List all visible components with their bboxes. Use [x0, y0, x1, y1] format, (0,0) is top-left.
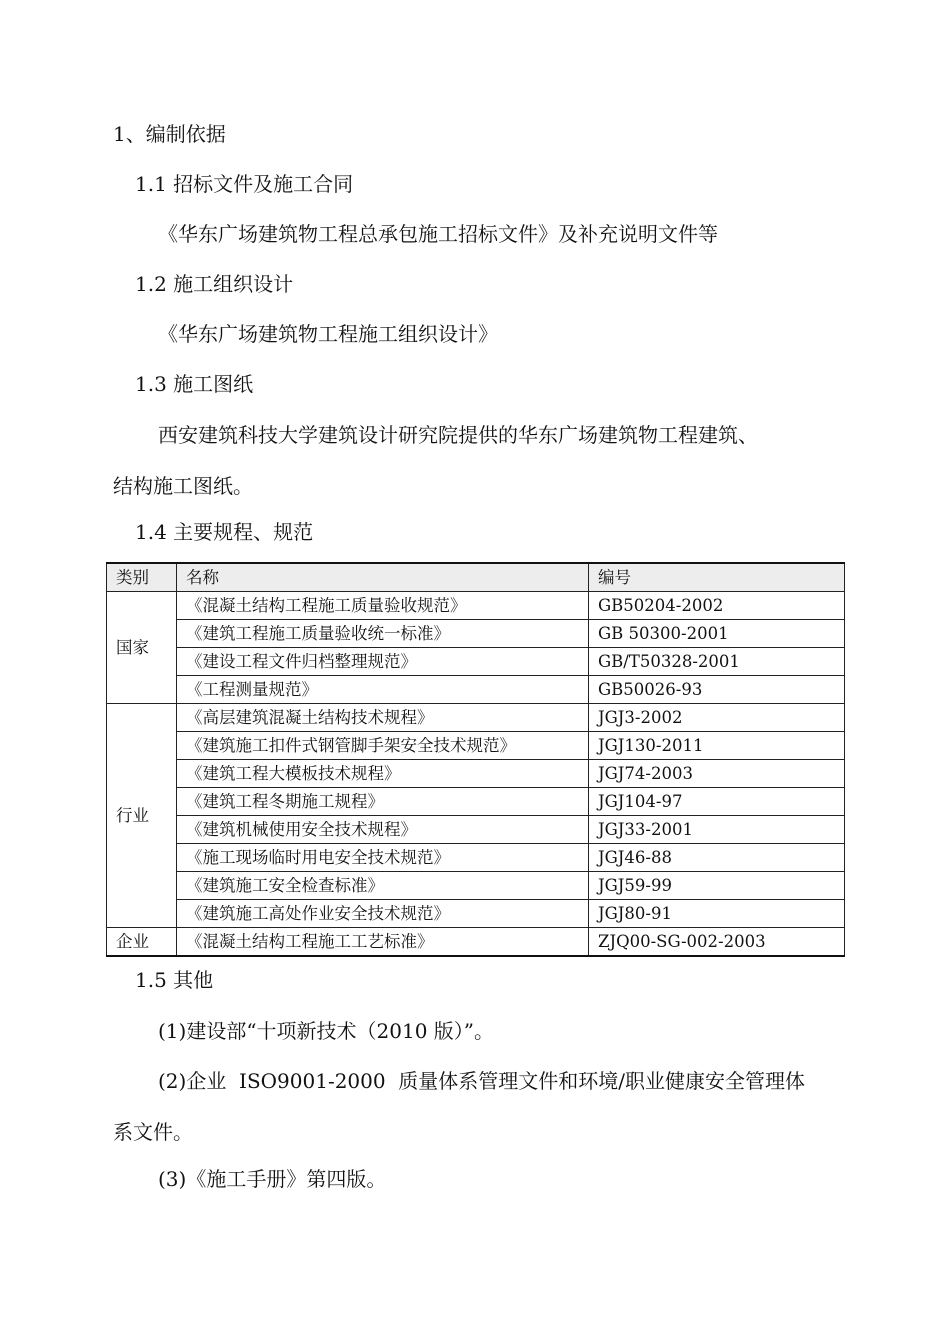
subsection-1-2-title: 1.2 施工组织设计 — [135, 272, 294, 296]
category-cell: 企业 — [107, 928, 177, 957]
category-cell: 行业 — [107, 704, 177, 928]
subsection-1-4-title: 1.4 主要规程、规范 — [135, 520, 314, 544]
other-item-3: (3)《施工手册》第四版。 — [158, 1167, 387, 1191]
header-code: 编号 — [589, 563, 845, 592]
standard-name: 《建筑机械使用安全技术规程》 — [177, 816, 589, 844]
table-row — [107, 704, 845, 732]
standard-name: 《建筑施工扣件式钢管脚手架安全技术规范》 — [177, 732, 589, 760]
subsection-1-1-text: 《华东广场建筑物工程总承包施工招标文件》及补充说明文件等 — [158, 222, 718, 246]
table-row — [107, 620, 845, 648]
table-row — [107, 732, 845, 760]
standard-name: 《混凝土结构工程施工工艺标准》 — [177, 928, 589, 957]
header-category: 类别 — [107, 563, 177, 592]
standard-name: 《混凝土结构工程施工质量验收规范》 — [177, 592, 589, 620]
table-row — [107, 788, 845, 816]
table-row — [107, 928, 845, 957]
table-row — [107, 648, 845, 676]
standard-code: JGJ80-91 — [589, 900, 845, 928]
table-row — [107, 676, 845, 704]
standard-code: ZJQ00-SG-002-2003 — [589, 928, 845, 957]
table-row — [107, 592, 845, 620]
subsection-1-3-text-line1: 西安建筑科技大学建筑设计研究院提供的华东广场建筑物工程建筑、 — [158, 423, 758, 447]
table-row — [107, 872, 845, 900]
standard-code: GB50026-93 — [589, 676, 845, 704]
standard-code: JGJ46-88 — [589, 844, 845, 872]
table-row — [107, 760, 845, 788]
standard-code: JGJ130-2011 — [589, 732, 845, 760]
subsection-1-3-title: 1.3 施工图纸 — [135, 372, 254, 396]
standard-code: JGJ3-2002 — [589, 704, 845, 732]
standard-code: JGJ104-97 — [589, 788, 845, 816]
subsection-1-3-text-line2: 结构施工图纸。 — [113, 474, 253, 498]
header-name: 名称 — [177, 563, 589, 592]
standard-name: 《建筑施工安全检查标准》 — [177, 872, 589, 900]
subsection-1-5-title: 1.5 其他 — [135, 968, 214, 992]
standard-code: GB50204-2002 — [589, 592, 845, 620]
standard-name: 《建筑施工高处作业安全技术规范》 — [177, 900, 589, 928]
standard-code: GB/T50328-2001 — [589, 648, 845, 676]
standard-name: 《建设工程文件归档整理规范》 — [177, 648, 589, 676]
standard-code: JGJ74-2003 — [589, 760, 845, 788]
table-row — [107, 900, 845, 928]
standard-name: 《高层建筑混凝土结构技术规程》 — [177, 704, 589, 732]
table-row — [107, 844, 845, 872]
table-header-row — [107, 563, 845, 592]
standards-table — [106, 562, 845, 957]
table-row — [107, 816, 845, 844]
standard-name: 《施工现场临时用电安全技术规范》 — [177, 844, 589, 872]
standard-name: 《建筑工程施工质量验收统一标准》 — [177, 620, 589, 648]
standard-code: JGJ33-2001 — [589, 816, 845, 844]
section-heading: 1、编制依据 — [113, 122, 226, 146]
subsection-1-2-text: 《华东广场建筑物工程施工组织设计》 — [158, 322, 498, 346]
other-item-2-line2: 系文件。 — [113, 1120, 193, 1144]
category-cell: 国家 — [107, 592, 177, 704]
standard-name: 《建筑工程大模板技术规程》 — [177, 760, 589, 788]
standard-name: 《工程测量规范》 — [177, 676, 589, 704]
standard-code: JGJ59-99 — [589, 872, 845, 900]
standard-code: GB 50300-2001 — [589, 620, 845, 648]
other-item-1: (1)建设部“十项新技术（2010 版）”。 — [158, 1019, 495, 1043]
standard-name: 《建筑工程冬期施工规程》 — [177, 788, 589, 816]
other-item-2-line1: (2)企业 ISO9001-2000 质量体系管理文件和环境/职业健康安全管理体 — [158, 1069, 806, 1093]
subsection-1-1-title: 1.1 招标文件及施工合同 — [135, 172, 354, 196]
